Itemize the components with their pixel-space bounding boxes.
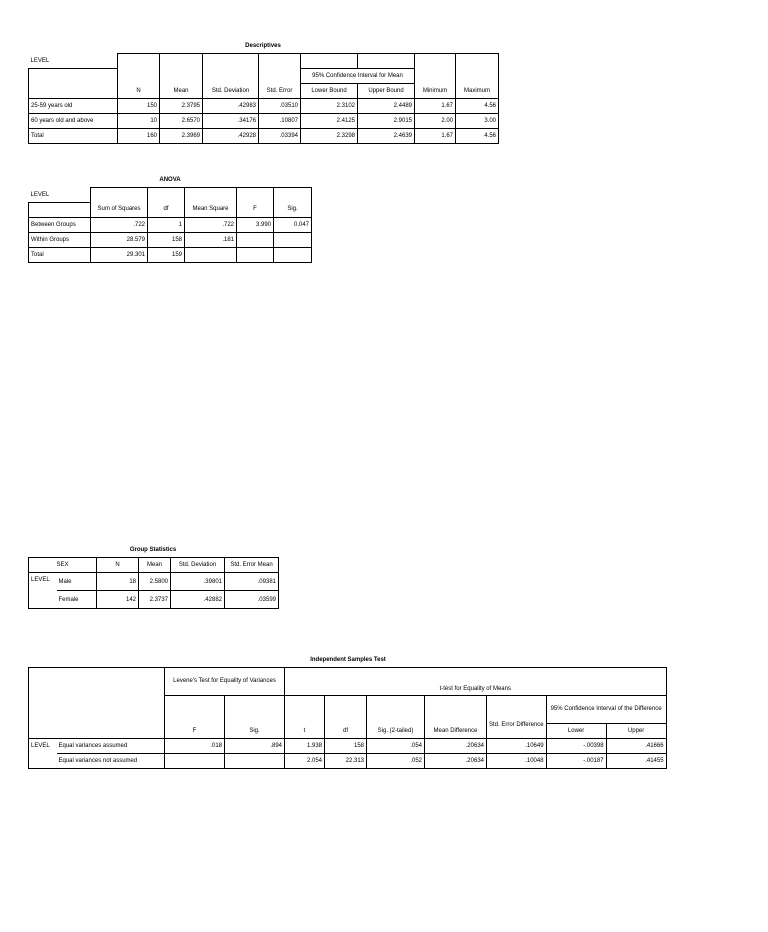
anova-title: ANOVA	[159, 177, 181, 183]
descriptives-corner-cell	[29, 69, 118, 99]
table-row: LEVEL Male 18 2.5800 .39801 .09381	[29, 573, 279, 591]
row-label: 60 years old and above	[29, 114, 118, 129]
group-stats-table	[28, 557, 279, 609]
anova-table-block	[28, 187, 312, 263]
table-row: Within Groups 28.579 158 .181	[29, 232, 312, 247]
group-stats-var-label: LEVEL	[29, 573, 57, 609]
col-header-n: N	[97, 558, 139, 573]
ttest-header: t-test for Equality of Means	[285, 668, 667, 696]
col-header-mean-difference: Mean Difference	[425, 724, 487, 739]
descriptives-title: Descriptives	[245, 43, 281, 49]
col-header-t: t	[285, 724, 325, 739]
ci-header: 95% Confidence Interval of the Difference	[546, 696, 666, 724]
col-header-std-error-mean: Std. Error Mean	[225, 558, 279, 573]
col-header-sig: Sig.	[225, 724, 285, 739]
table-row: Total 160 2.3969 .42928 .03394 2.3298 2.4639 1.67 4.56	[29, 129, 499, 144]
ind-test-table-block	[28, 667, 667, 769]
col-header-upper-bound: Upper Bound	[358, 84, 415, 99]
ind-test-var-label: LEVEL	[29, 739, 57, 769]
col-header-df: df	[148, 202, 185, 217]
col-header-mean: Mean	[160, 84, 203, 99]
row-label: 25-59 years old	[29, 99, 118, 114]
ind-test-corner-cell	[29, 668, 165, 739]
row-label: Male	[57, 573, 97, 591]
descriptives-table	[28, 53, 499, 144]
group-stats-title: Group Statistics	[129, 547, 177, 553]
col-header-df: df	[325, 724, 367, 739]
table-row: Female 142 2.3737 .42882 .03599	[29, 591, 279, 609]
col-header-std-deviation: Std. Deviation	[171, 558, 225, 573]
descriptives-dependent-label: LEVEL	[30, 57, 50, 64]
col-header-f: F	[237, 202, 274, 217]
row-label: Female	[57, 591, 97, 609]
descriptives-ci-header: 95% Confidence Interval for Mean	[301, 69, 415, 84]
table-row: Total 29.301 159	[29, 247, 312, 262]
row-label: Total	[29, 247, 91, 262]
table-row: Between Groups .722 1 .722 3.990 0.047	[29, 217, 312, 232]
table-row: LEVEL Equal variances assumed .018 .894 1.938 158 .054 .20634 .10649 -.00398 .41666	[29, 739, 667, 754]
table-row: 60 years old and above 10 2.6570 .34176 .10807 2.4125 2.9015 2.00 3.00	[29, 114, 499, 129]
col-header-sig-2-tailed: Sig. (2-tailed)	[367, 724, 425, 739]
col-header-maximum: Maximum	[456, 84, 499, 99]
col-header-lower: Lower	[546, 724, 606, 739]
table-row: 25-59 years old 150 2.3795 .42983 .03510 2.3102 2.4489 1.67 4.56	[29, 99, 499, 114]
row-label: Equal variances not assumed	[57, 754, 165, 769]
col-header-f: F	[165, 724, 225, 739]
ind-test-title: Independent Samples Test	[310, 657, 386, 663]
group-stats-table-block	[28, 557, 279, 609]
ind-test-table	[28, 667, 667, 769]
col-header-std-error-difference: Std. Error Difference	[487, 718, 547, 733]
anova-table	[28, 187, 312, 263]
col-header-mean-square: Mean Square	[185, 202, 237, 217]
col-header-minimum: Minimum	[415, 84, 456, 99]
col-header-mean: Mean	[139, 558, 171, 573]
levene-header: Levene's Test for Equality of Variances	[165, 668, 285, 696]
row-label: Within Groups	[29, 232, 91, 247]
col-header-upper: Upper	[606, 724, 666, 739]
col-header-std-deviation: Std. Deviation	[203, 84, 259, 99]
col-header-n: N	[118, 84, 160, 99]
descriptives-table-block	[28, 53, 499, 144]
row-label: Equal variances assumed	[57, 739, 165, 754]
col-header-lower-bound: Lower Bound	[301, 84, 358, 99]
row-label: Total	[29, 129, 118, 144]
col-header-std-error: Std. Error	[259, 84, 301, 99]
col-header-sig: Sig.	[274, 202, 312, 217]
row-label: Between Groups	[29, 217, 91, 232]
col-header-sum-of-squares: Sum of Squares	[91, 202, 148, 217]
anova-corner-cell	[29, 202, 91, 217]
anova-dependent-label: LEVEL	[30, 191, 50, 198]
col-header-sex: SEX	[29, 558, 97, 573]
table-row: Equal variances not assumed 2.054 22.313 .052 .20634 .10048 -.00187 .41455	[29, 754, 667, 769]
